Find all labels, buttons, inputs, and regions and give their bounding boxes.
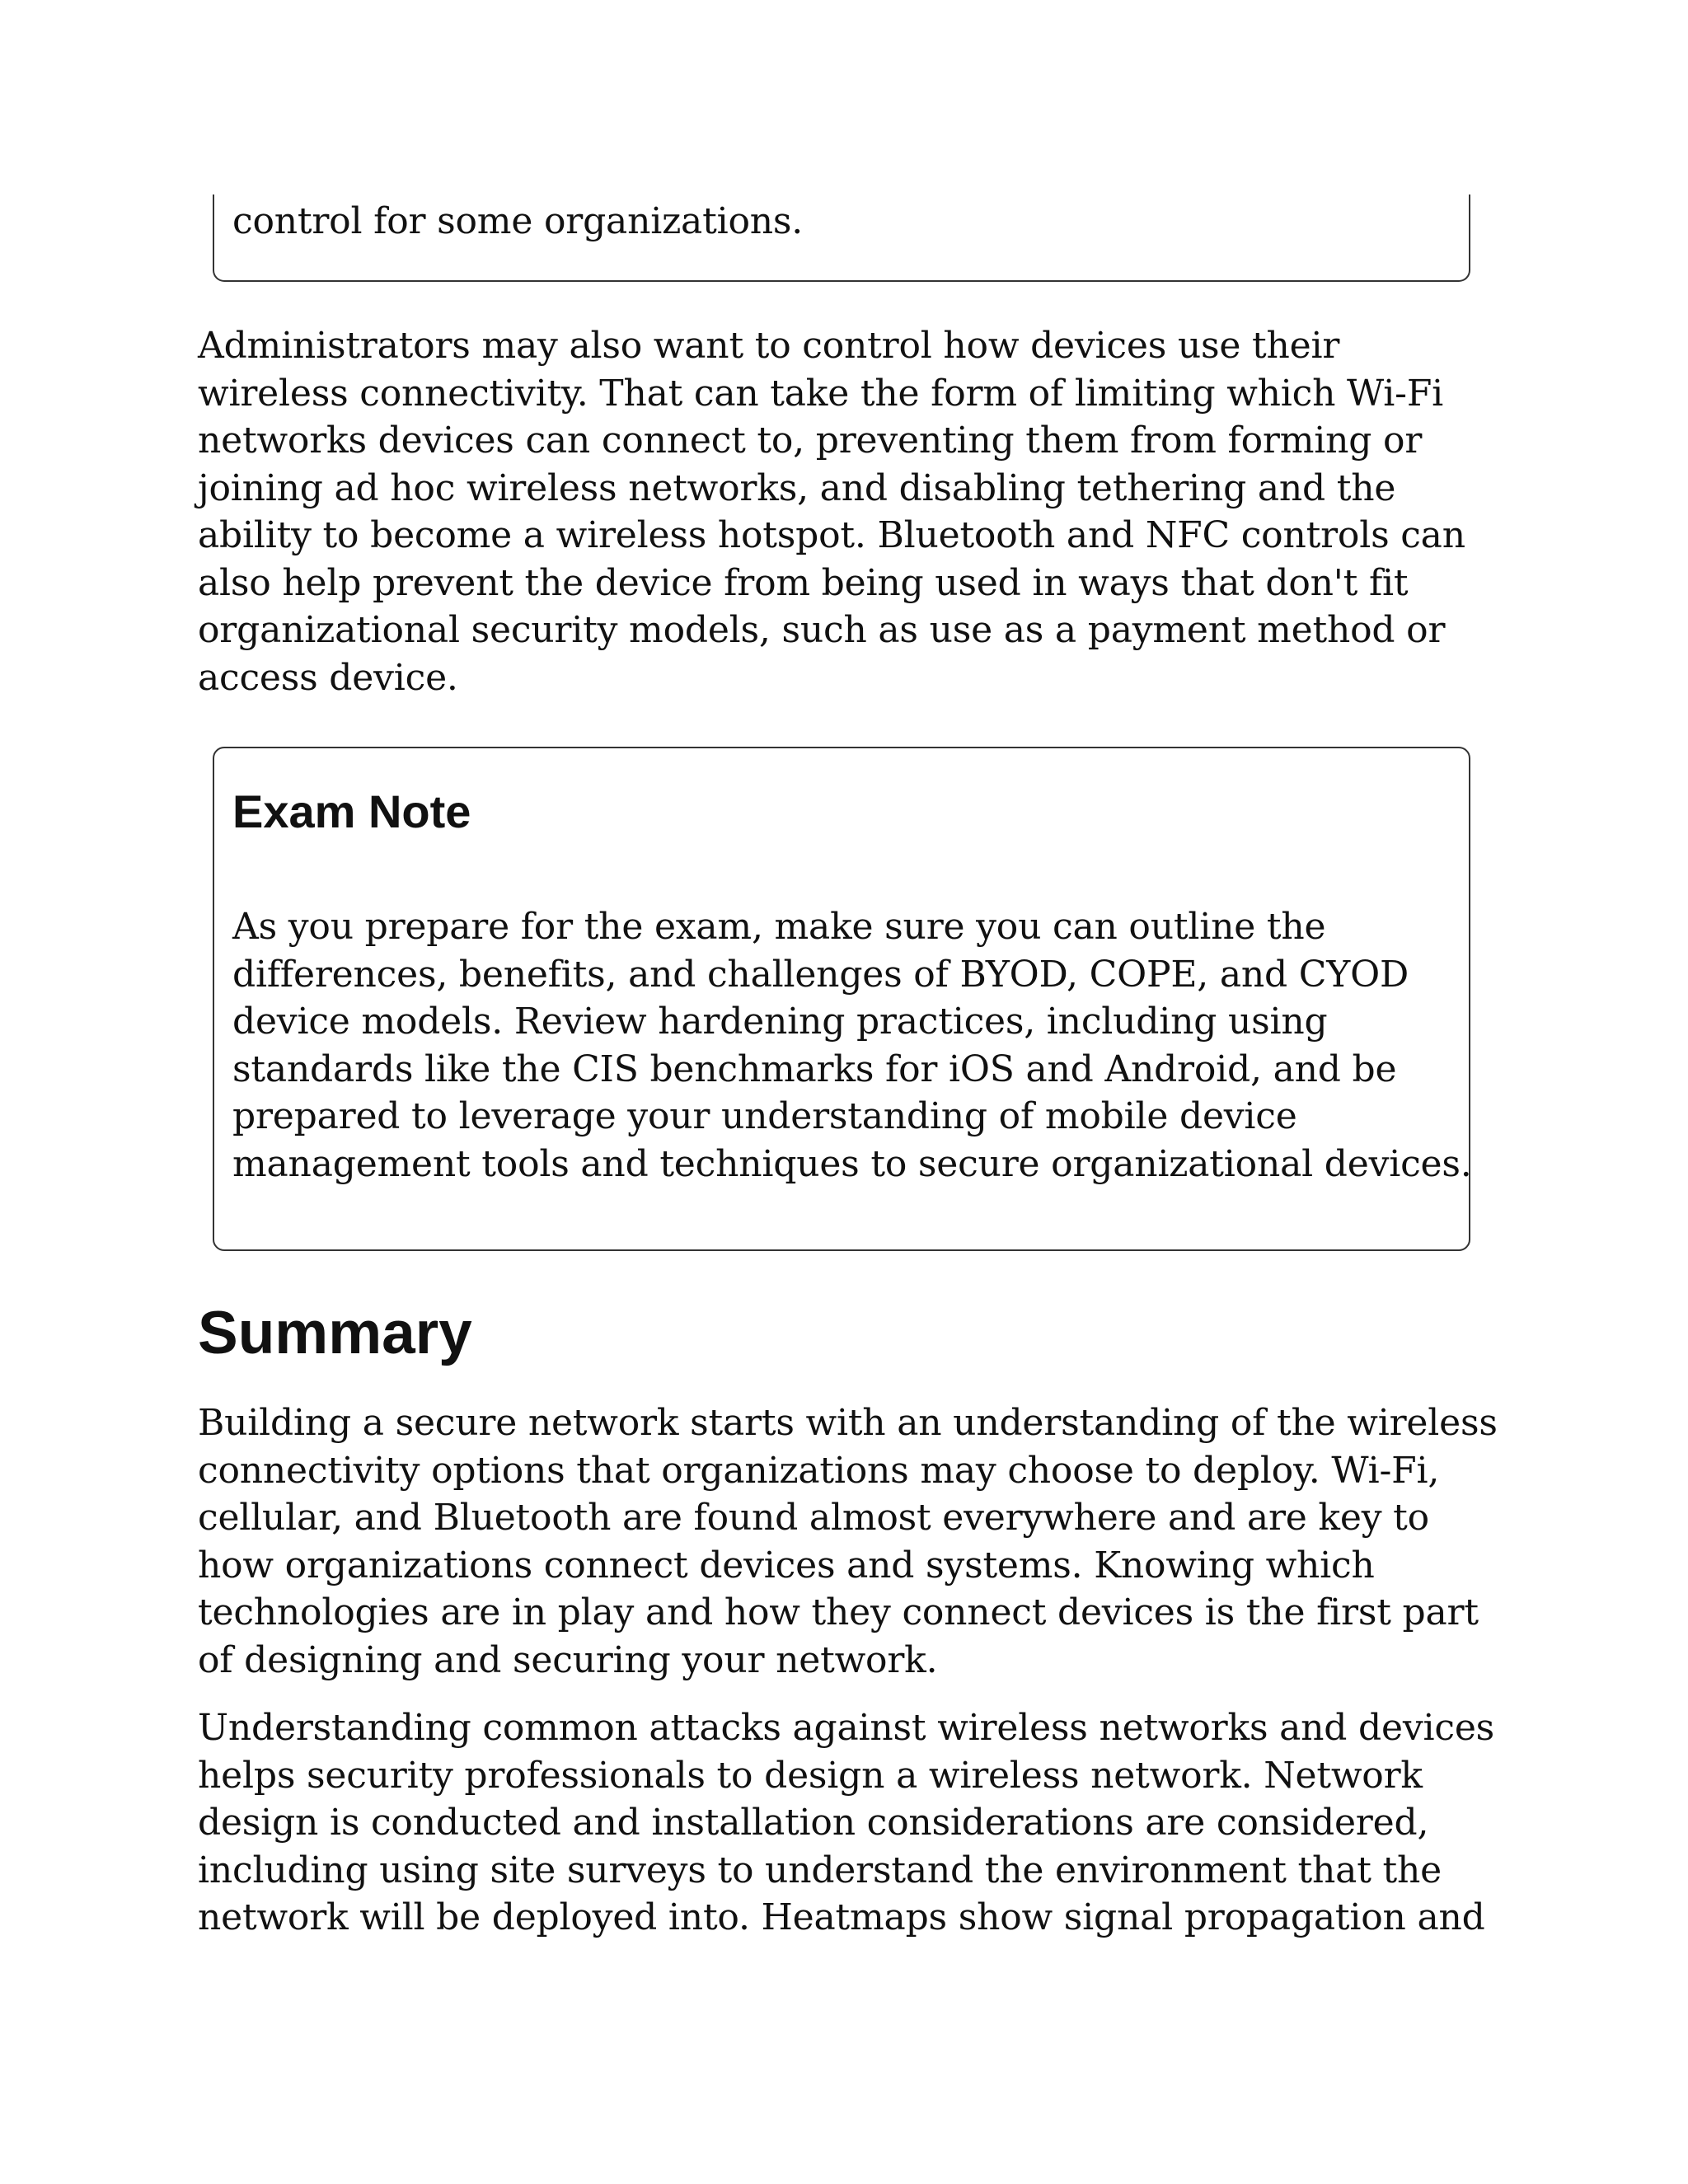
text-line: management tools and techniques to secure organizational devices. bbox=[232, 1142, 1472, 1185]
text-line: access device. bbox=[198, 656, 458, 699]
text-line: helps security professionals to design a wireless network. Network bbox=[198, 1754, 1423, 1797]
text-line: Building a secure network starts with an understanding of the wireless bbox=[198, 1402, 1498, 1444]
text-line: of designing and securing your network. bbox=[198, 1638, 938, 1681]
text-line: organizational security models, such as use as a payment method or bbox=[198, 609, 1446, 651]
text-line: joining ad hoc wireless networks, and disabling tethering and the bbox=[198, 466, 1396, 509]
text-line: differences, benefits, and challenges of BYOD, COPE, and CYOD bbox=[232, 953, 1409, 996]
text-line: cellular, and Bluetooth are found almost everywhere and are key to bbox=[198, 1497, 1429, 1539]
text-line: connectivity options that organizations may choose to deploy. Wi-Fi, bbox=[198, 1449, 1440, 1492]
text-line: technologies are in play and how they connect devices is the first part bbox=[198, 1591, 1479, 1633]
text-line: how organizations connect devices and systems. Knowing which bbox=[198, 1544, 1375, 1586]
exam-note-title: Exam Note bbox=[232, 785, 471, 837]
text-line: ability to become a wireless hotspot. Bluetooth and NFC controls can bbox=[198, 514, 1465, 556]
paragraph-wireless-controls bbox=[198, 322, 1465, 701]
text-line: also help prevent the device from being used in ways that don't fit bbox=[198, 561, 1409, 604]
text-line: including using site surveys to understand the environment that the bbox=[198, 1849, 1442, 1891]
sidebar-box-continuation bbox=[213, 194, 1470, 282]
exam-note-box bbox=[213, 747, 1470, 1251]
text-line: design is conducted and installation considerations are considered, bbox=[198, 1802, 1429, 1844]
text-line: wireless connectivity. That can take the form of limiting which Wi-Fi bbox=[198, 372, 1444, 415]
text-line: Understanding common attacks against wireless networks and devices bbox=[198, 1707, 1495, 1749]
text-line: As you prepare for the exam, make sure you can outline the bbox=[232, 906, 1326, 948]
text-line: device models. Review hardening practices, including using bbox=[232, 1001, 1328, 1043]
text-line: network will be deployed into. Heatmaps show signal propagation and bbox=[198, 1896, 1485, 1938]
sidebar-box-text bbox=[232, 198, 803, 246]
text-line: control for some organizations. bbox=[232, 200, 804, 242]
summary-paragraph-2 bbox=[198, 1704, 1494, 1942]
text-line: prepared to leverage your understanding of mobile device bbox=[232, 1095, 1297, 1137]
summary-paragraph-1 bbox=[198, 1399, 1498, 1684]
text-line: networks devices can connect to, preventing them from forming or bbox=[198, 419, 1423, 462]
text-line: standards like the CIS benchmarks for iOS and Android, and be bbox=[232, 1047, 1397, 1090]
summary-heading: Summary bbox=[198, 1300, 472, 1366]
exam-note-body bbox=[232, 903, 1472, 1188]
text-line: Administrators may also want to control how devices use their bbox=[198, 325, 1340, 367]
